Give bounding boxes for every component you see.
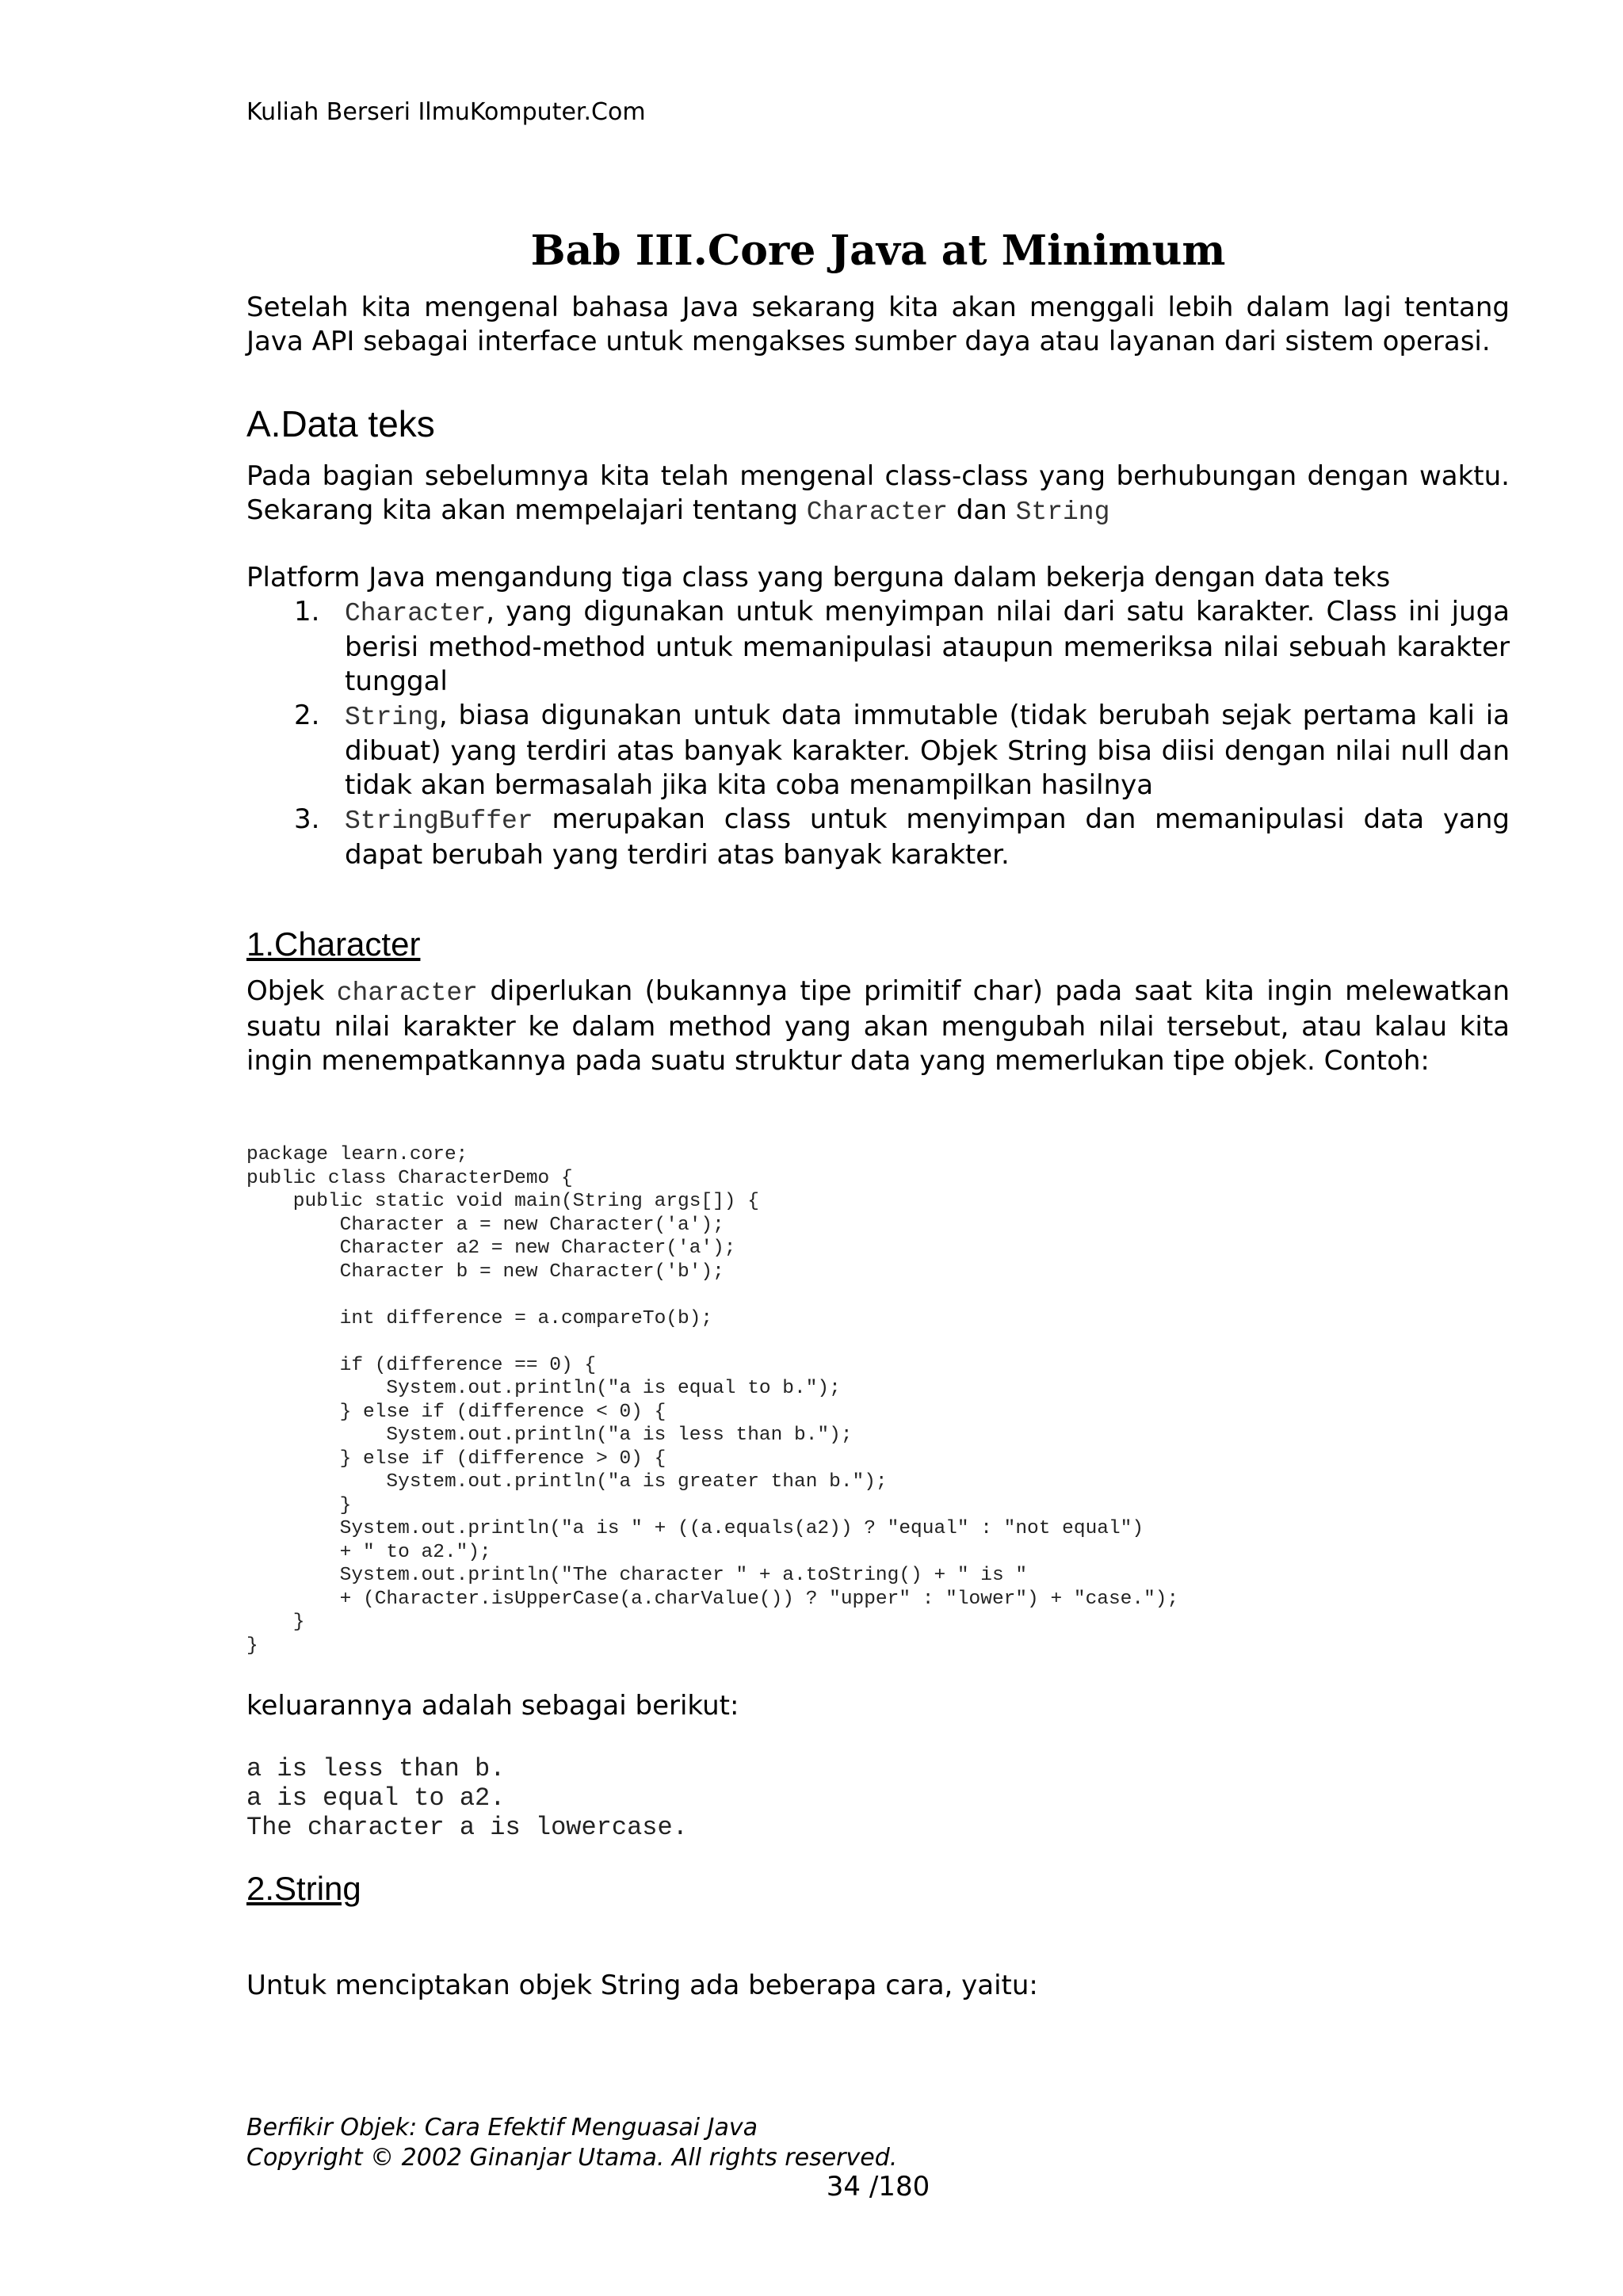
section-1-paragraph xyxy=(246,974,1510,1078)
page-number: 34 /180 xyxy=(826,2171,930,2203)
section-a-paragraph-1 xyxy=(246,460,1510,529)
list-item-text: , yang digunakan untuk menyimpan nilai dari satu karakter. Class ini juga berisi method-method untuk memanipulasi ataupun memeriksa nilai sebuah karakter tunggal xyxy=(345,596,1510,697)
class-list xyxy=(294,595,1510,872)
inline-code: character xyxy=(336,978,478,1008)
inline-code: String xyxy=(345,703,439,732)
chapter-title: Bab III.Core Java at Minimum xyxy=(530,227,1226,275)
list-item xyxy=(294,699,1510,803)
inline-code: StringBuffer xyxy=(345,807,533,836)
list-item xyxy=(294,803,1510,872)
section-2-heading: 2.String xyxy=(246,1870,361,1907)
list-number: 1. xyxy=(294,596,320,627)
page-header: Kuliah Berseri IlmuKomputer.Com xyxy=(246,98,646,126)
inline-code-character: Character xyxy=(806,498,948,527)
list-number: 3. xyxy=(294,803,320,835)
list-item-text: , biasa digunakan untuk data immutable (tidak berubah sejak pertama kali ia dibuat) yang terdiri atas banyak karakter. Objek String bisa diisi dengan nilai null dan tidak akan bermasalah jika kita coba menampilkan hasilnya xyxy=(345,700,1510,801)
program-output: a is less than b. a is equal to a2. The character a is lowercase. xyxy=(246,1754,688,1842)
footer-copyright: Copyright © 2002 Ginanjar Utama. All rights reserved. xyxy=(246,2144,898,2172)
inline-code-string: String xyxy=(1015,498,1110,527)
section-a-paragraph-2: Platform Java mengandung tiga class yang berguna dalam bekerja dengan data teks xyxy=(246,562,1391,593)
section-a-heading: A.Data teks xyxy=(246,403,435,444)
list-item-text: merupakan class untuk menyimpan dan memanipulasi data yang dapat berubah yang terdiri atas banyak karakter. xyxy=(345,803,1510,871)
footer-book-title: Berfikir Objek: Cara Efektif Menguasai Java xyxy=(246,2114,758,2142)
paragraph-text: dan xyxy=(948,494,1016,526)
paragraph-text: Objek xyxy=(246,975,337,1007)
inline-code: Character xyxy=(345,599,487,628)
paragraph-text: Pada bagian sebelumnya kita telah mengenal class-class yang berhubungan dengan waktu. Sekarang kita akan mempelajari tentang xyxy=(246,460,1510,526)
section-2-paragraph: Untuk menciptakan objek String ada beberapa cara, yaitu: xyxy=(246,1970,1038,2001)
list-item xyxy=(294,595,1510,699)
java-code-block: package learn.core; public class CharacterDemo { public static void main(String args[]) { Character a = new Character('a'); Character a2 = new Character('a'); Character b = new Character('b'); int difference = a.compareTo(b); if (difference == 0) { System.out.println("a is equal to b."); } else if (difference < 0) { System.out.println("a is less than b."); } else if (difference > 0) { System.out.println("a is greater than b."); } System.out.println("a is " + ((a.equals(a2)) ? "equal" : "not equal") + " to a2."); System.out.println("The character " + a.toString() + " is " + (Character.isUpperCase(a.charValue()) ? "upper" : "lower") + "case."); } } xyxy=(246,1144,1179,1657)
intro-paragraph: Setelah kita mengenal bahasa Java sekarang kita akan menggali lebih dalam lagi tentang Java API sebagai interface untuk mengakses sumber daya atau layanan dari sistem operasi. xyxy=(246,292,1510,357)
paragraph-text: diperlukan (bukannya tipe primitif char) pada saat kita ingin melewatkan suatu nilai karakter ke dalam method yang akan mengubah nilai tersebut, atau kalau kita ingin menempatkannya pada suatu struktur data yang memerlukan tipe objek. Contoh: xyxy=(246,975,1510,1077)
output-label: keluarannya adalah sebagai berikut: xyxy=(246,1690,739,1722)
section-1-heading: 1.Character xyxy=(246,925,421,963)
list-number: 2. xyxy=(294,700,320,731)
